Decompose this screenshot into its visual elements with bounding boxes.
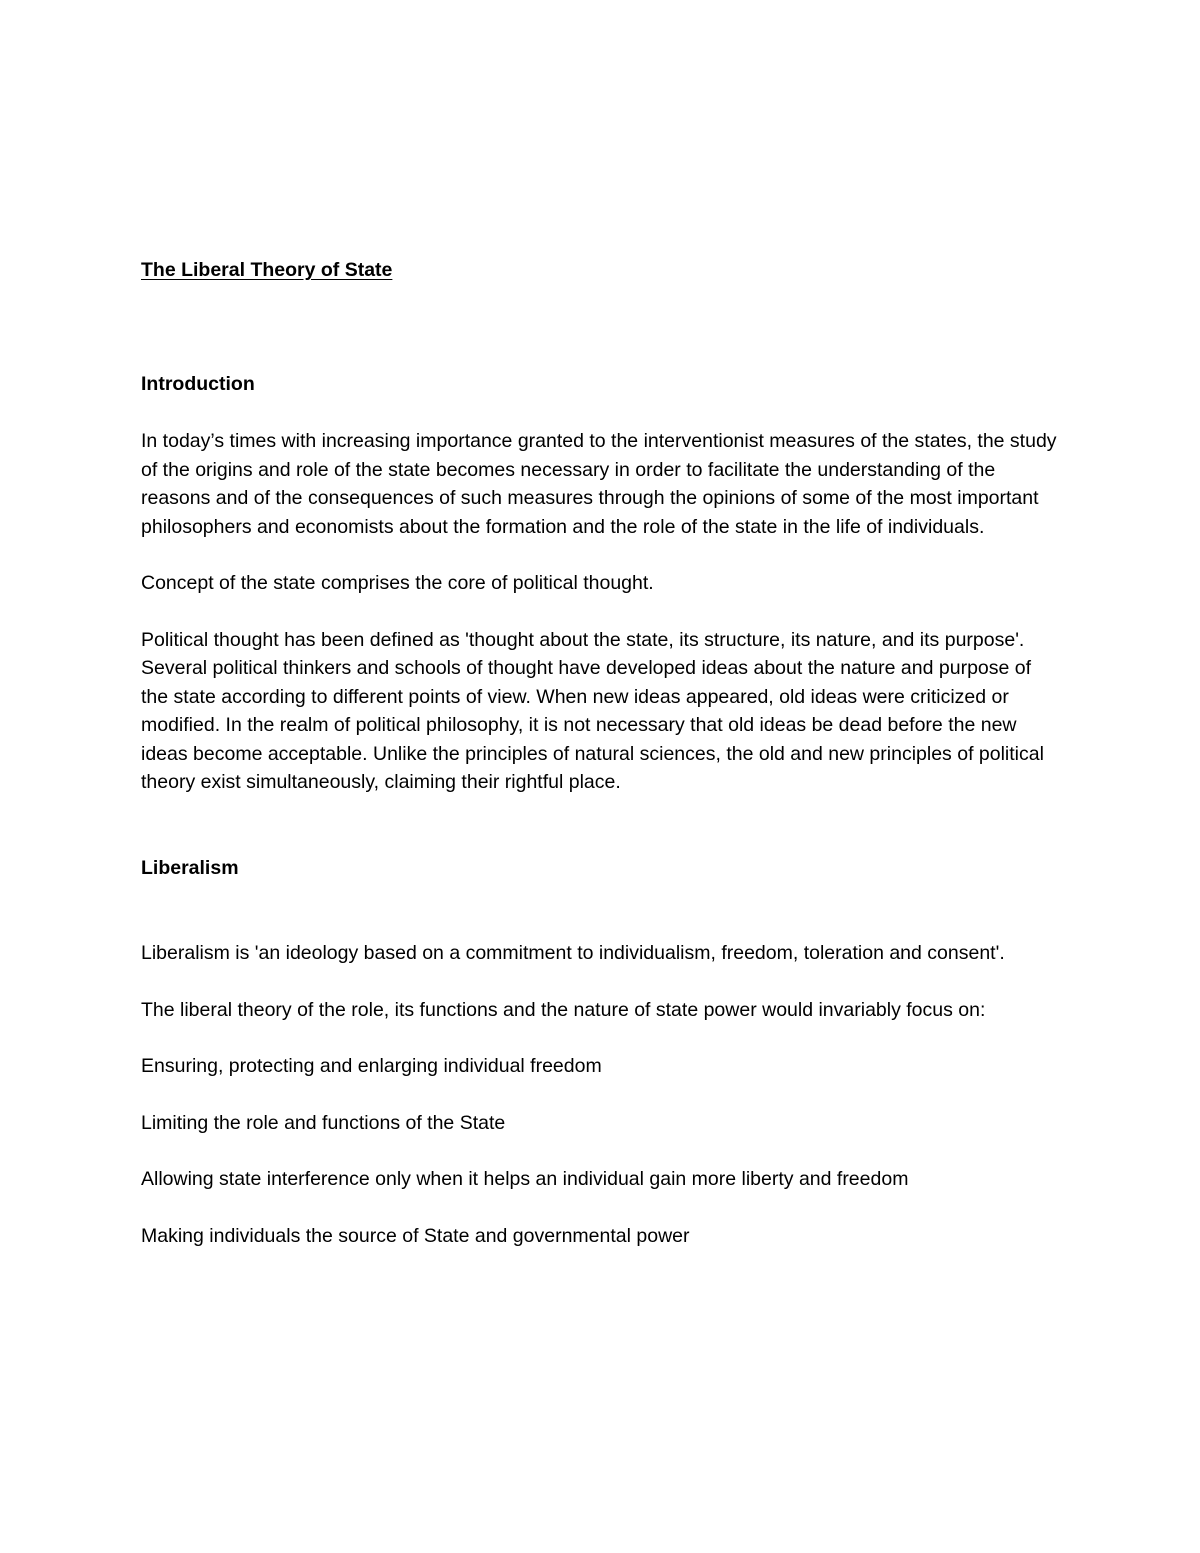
document-body (141, 256, 1061, 1250)
intro-paragraph: Concept of the state comprises the core of political thought. (141, 572, 654, 594)
liberalism-point: Ensuring, protecting and enlarging individual freedom (141, 1055, 602, 1077)
intro-paragraph: Political thought has been defined as 'thought about the state, its structure, its nature, and its purpose'. Several political thinkers and schools of thought have developed ideas about the nature and purpose of the state according to different points of view. When new ideas appeared, old ideas were criticized or modified. In the realm of political philosophy, it is not necessary that old ideas be dead before the new ideas become acceptable. Unlike the principles of natural sciences, the old and new principles of political theory exist simultaneously, claiming their rightful place. (141, 628, 1044, 793)
intro-paragraph: In today’s times with increasing importance granted to the interventionist measures of the states, the study of the origins and role of the state becomes necessary in order to facilitate the understanding of the reasons and of the consequences of such measures through the opinions of some of the most important philosophers and economists about the formation and the role of the state in the life of individuals. (141, 430, 1057, 538)
liberalism-paragraph: The liberal theory of the role, its functions and the nature of state power would invariably focus on: (141, 998, 986, 1021)
liberalism-point: Allowing state interference only when it helps an individual gain more liberty and freedom (141, 1168, 909, 1190)
liberalism-point: Limiting the role and functions of the State (141, 1111, 506, 1134)
document-title: The Liberal Theory of State (141, 259, 393, 281)
section-heading-liberalism: Liberalism (141, 856, 239, 879)
liberalism-paragraph: Liberalism is 'an ideology based on a commitment to individualism, freedom, toleration and consent'. (141, 942, 1005, 964)
liberalism-point: Making individuals the source of State and governmental power (141, 1224, 690, 1247)
section-heading-introduction: Introduction (141, 372, 255, 395)
